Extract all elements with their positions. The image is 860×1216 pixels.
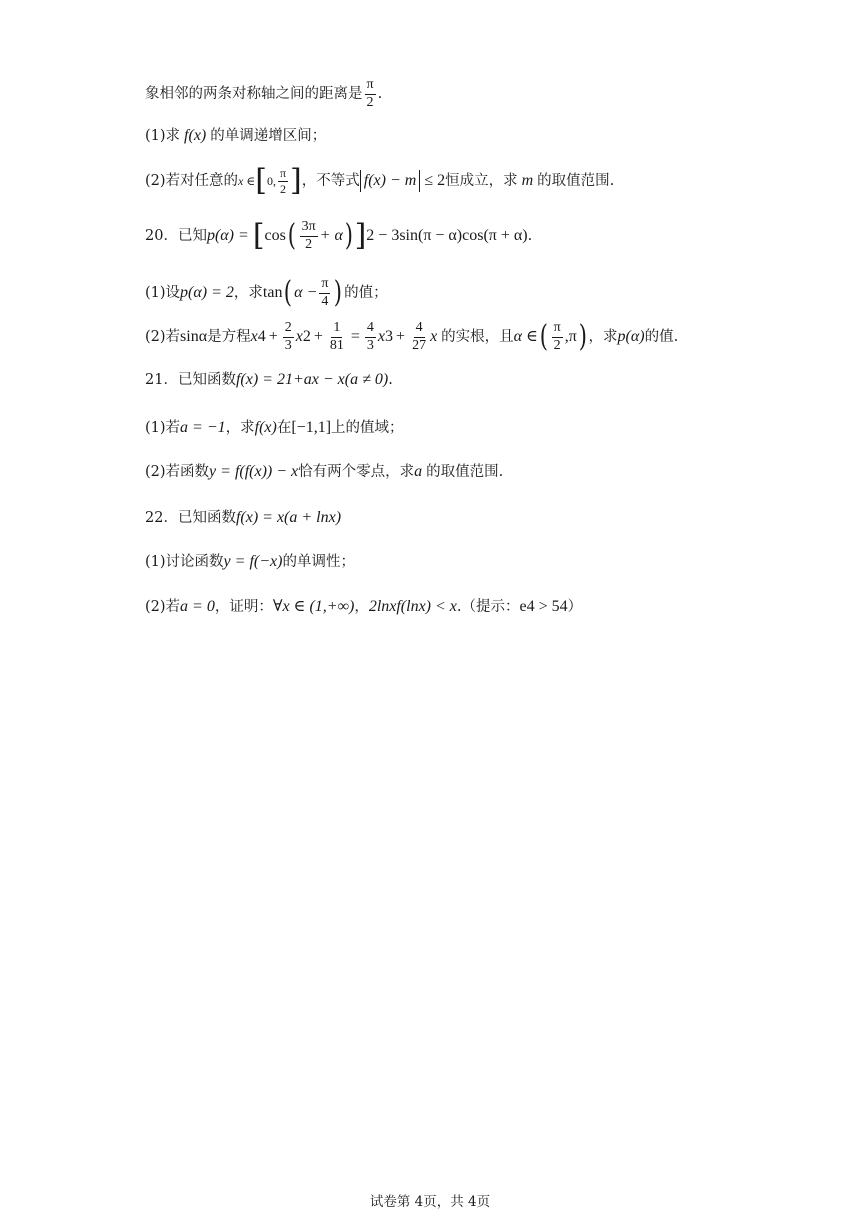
four-over-27-fraction: $\frac{4}{27}$ [412, 320, 427, 353]
page-footer: 试卷第 4页，共 4页 [369, 1194, 491, 1210]
q20-part2: (2)若 sinα 是方程 x 4 + $\frac{2}{3}$ x 2 + $\frac{1}{81}$ = $\frac{4}{3}$ x 3 + $\frac{4}{27}$ x 的实根，且 α ∈ ( $\frac{\pi}{2}$ ,π ) ，求 p(α) 的值. [145, 319, 679, 355]
q21-part1: (1)若 a = −1 ，求 f(x) 在 [−1,1] 上的值域； [145, 419, 404, 436]
q21-statement: 21．已知函数 f(x) = 2 1+ax − x(a ≠ 0) . [145, 371, 393, 388]
interval-fraction: $\frac{\pi}{2}$ [279, 165, 287, 196]
absolute-value-expression: f(x) − m [360, 170, 421, 192]
q20-part1: (1)设 p(α) = 2 ，求 tan ( α − $\frac{\pi}{4}$ ) 的值； [145, 275, 388, 311]
q21-part2: (2)若函数 y = f(f(x)) − x 恰有两个零点，求 a 的取值范围. [145, 463, 504, 480]
pi-over-4-fraction: $\frac{\pi}{4}$ [321, 276, 329, 309]
three-pi-over-2-fraction: $\frac{3\pi}{2}$ [301, 219, 316, 252]
q22-part1: (1)讨论函数 y = f(−x) 的单调性； [145, 553, 355, 570]
q19-distance-line: 象相邻的两条对称轴之间的距离是 $\frac{\pi}{2}$ . [145, 77, 383, 110]
q22-part2: (2)若 a = 0 ，证明： ∀x ∈ (1,+∞) ， 2lnxf(lnx) < x .（提示： e 4 > 54 ） [145, 598, 583, 615]
q19-part2: (2)若对任意的 x ∈ [ 0, $\frac{\pi}{2}$ ] ，不等式 f(x) − m ≤ 2 恒成立，求 m 的取值范围. [145, 163, 615, 198]
pi-over-2-fraction: $\frac{\pi}{2}$ [366, 77, 374, 110]
q21-number: 21．已知函数 [145, 371, 236, 388]
four-thirds-fraction: $\frac{4}{3}$ [366, 320, 374, 353]
q22-number: 22．已知函数 [145, 509, 236, 526]
fx-expression: f(x) [184, 127, 207, 144]
one-over-81-fraction: $\frac{1}{81}$ [329, 320, 344, 353]
pi-over-2-interval-fraction: $\frac{\pi}{2}$ [553, 320, 561, 353]
q20-number: 20．已知 [145, 227, 207, 244]
q19-distance-text: 象相邻的两条对称轴之间的距离是 [145, 85, 363, 102]
two-thirds-fraction: $\frac{2}{3}$ [284, 320, 292, 353]
q19-part1: (1)求 f(x) 的单调递增区间； [145, 127, 327, 144]
q22-statement: 22．已知函数 f(x) = x(a + lnx) [145, 509, 342, 526]
q20-statement: 20．已知 p(α) = [ cos ( $\frac{3\pi}{2}$ + α ) ] 2 − 3sin(π − α)cos(π + α) . [145, 218, 533, 254]
